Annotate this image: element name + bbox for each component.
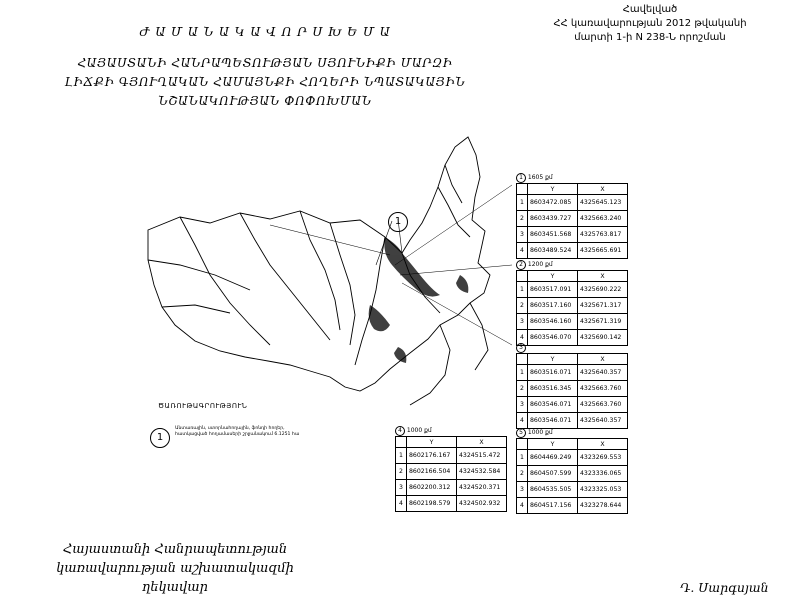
row-index: 3 [396, 480, 407, 496]
table-area: 1000 քմ [527, 429, 553, 436]
annex-line-3: մարտի 1-ի N 238-Ն որոշման [574, 32, 726, 43]
coords-table-1 [516, 173, 628, 259]
row-index: 2 [396, 464, 407, 480]
cell-x: 4325665.691 [578, 243, 628, 259]
row-index: 3 [517, 314, 528, 330]
map-outline [148, 137, 490, 391]
table-row [517, 227, 628, 243]
row-index: 2 [517, 298, 528, 314]
table-area: 1000 քմ [406, 427, 432, 434]
row-index: 2 [517, 211, 528, 227]
table-row [517, 282, 628, 298]
table-area: 1605 քմ [527, 174, 553, 181]
col-header: Y [528, 184, 578, 195]
cell-y: 8603472.085 [528, 195, 578, 211]
document-subtitle [40, 54, 490, 111]
table-row [517, 243, 628, 259]
cell-x: 4325645.123 [578, 195, 628, 211]
signatory-title [50, 540, 300, 597]
cell-y: 8602198.579 [407, 496, 457, 512]
cell-x: 4323336.065 [578, 466, 628, 482]
cell-y: 8603546.070 [528, 330, 578, 346]
table-row [396, 448, 507, 464]
map-marker: 1 [388, 212, 408, 232]
table-number: 5 [516, 428, 526, 438]
legend-text: Անտառային, ստորնահողային, ֆոնդի հողեր, հատկացված հողամասերի շրջանակում 6.1251 հա [175, 426, 300, 437]
table-number: 3 [516, 343, 526, 353]
cell-x: 4324520.371 [457, 480, 507, 496]
cell-x: 4324502.932 [457, 496, 507, 512]
cell-x: 4325763.817 [578, 227, 628, 243]
cell-x: 4324532.584 [457, 464, 507, 480]
row-index: 3 [517, 227, 528, 243]
col-header: X [578, 354, 628, 365]
cell-x: 4323278.644 [578, 498, 628, 514]
cell-y: 8604469.249 [528, 450, 578, 466]
row-index: 3 [517, 397, 528, 413]
annex-note [520, 3, 780, 45]
row-index: 1 [517, 365, 528, 381]
table-number: 1 [516, 173, 526, 183]
table-number: 2 [516, 260, 526, 270]
legend-marker: 1 [150, 428, 170, 448]
col-header: Y [528, 439, 578, 450]
table-row [517, 397, 628, 413]
col-header: Y [407, 437, 457, 448]
row-index: 4 [396, 496, 407, 512]
cell-y: 8603489.524 [528, 243, 578, 259]
cell-x: 4325640.357 [578, 365, 628, 381]
cell-x: 4325671.317 [578, 298, 628, 314]
cell-x: 4325663.760 [578, 381, 628, 397]
row-index: 4 [517, 413, 528, 429]
cell-x: 4324515.472 [457, 448, 507, 464]
signatory-line-2: կառավարության աշխատակազմի [56, 561, 294, 576]
table-row [517, 450, 628, 466]
row-index: 4 [517, 498, 528, 514]
row-index: 2 [517, 381, 528, 397]
cell-y: 8602176.167 [407, 448, 457, 464]
table-row [517, 314, 628, 330]
coords-table-3 [516, 343, 628, 429]
cell-y: 8604535.505 [528, 482, 578, 498]
subtitle-line-1: ՀԱՅԱՍՏԱՆԻ ՀԱՆՐԱՊԵՏՈՒԹՅԱՆ ՍՅՈՒՆԻՔԻ ՄԱՐԶԻ [77, 56, 453, 70]
map-area-label: ԾԱՌՈՒԹԱԳՐՈՒԹՅՈՒՆ [158, 402, 248, 410]
col-header: X [578, 184, 628, 195]
row-index: 2 [517, 466, 528, 482]
subtitle-line-2: ԼԻՃՔԻ ԳՅՈՒՂԱԿԱՆ ՀԱՄԱՅՆՔԻ ՀՈՂԵՐԻ ՆՊԱՏԱԿԱՅԻՆ [64, 75, 466, 89]
table-row [517, 365, 628, 381]
cell-y: 8604507.599 [528, 466, 578, 482]
signatory-line-1: Հայաստանի Հանրապետության [62, 542, 288, 557]
signatory-name: Դ. Սարգսյան [680, 580, 769, 595]
cell-x: 4323325.053 [578, 482, 628, 498]
coords-table-2 [516, 260, 628, 346]
row-index: 3 [517, 482, 528, 498]
row-index: 4 [517, 330, 528, 346]
table-row [396, 480, 507, 496]
cell-y: 8603546.071 [528, 413, 578, 429]
cell-x: 4325640.357 [578, 413, 628, 429]
cell-y: 8603516.345 [528, 381, 578, 397]
coords-table-5 [516, 428, 628, 514]
annex-line-1: Հավելված [622, 4, 678, 15]
signatory-line-3: ղեկավար [142, 580, 208, 595]
cell-x: 4325671.319 [578, 314, 628, 330]
table-row [517, 413, 628, 429]
annex-line-2: ՀՀ կառավարության 2012 թվականի [553, 18, 747, 29]
land-map [140, 125, 520, 425]
coords-table-4 [395, 426, 507, 512]
col-header: Y [528, 354, 578, 365]
cell-x: 4325663.760 [578, 397, 628, 413]
cell-y: 8602200.312 [407, 480, 457, 496]
col-header: X [578, 439, 628, 450]
table-area: 1200 քմ [527, 261, 553, 268]
table-row [396, 464, 507, 480]
table-row [517, 498, 628, 514]
table-row [517, 381, 628, 397]
cell-y: 8603517.091 [528, 282, 578, 298]
cell-y: 8603546.160 [528, 314, 578, 330]
col-header: Y [528, 271, 578, 282]
cell-y: 8603451.568 [528, 227, 578, 243]
table-row [517, 195, 628, 211]
row-index: 1 [517, 282, 528, 298]
cell-y: 8604517.156 [528, 498, 578, 514]
cell-y: 8603439.727 [528, 211, 578, 227]
cell-x: 4323269.553 [578, 450, 628, 466]
table-number: 4 [395, 426, 405, 436]
cell-x: 4325690.222 [578, 282, 628, 298]
col-header: X [578, 271, 628, 282]
table-row [517, 211, 628, 227]
row-index: 1 [396, 448, 407, 464]
cell-y: 8603516.071 [528, 365, 578, 381]
table-row [517, 482, 628, 498]
cell-x: 4325663.240 [578, 211, 628, 227]
dense-settlement [384, 237, 440, 297]
col-header: X [457, 437, 507, 448]
cell-y: 8602166.504 [407, 464, 457, 480]
table-row [517, 298, 628, 314]
row-index: 1 [517, 195, 528, 211]
table-row [396, 496, 507, 512]
row-index: 4 [517, 243, 528, 259]
document-title: Ժ Ա Մ Ա Ն Ա Կ Ա Վ Ո Ր Ս Խ Ե Մ Ա [139, 24, 391, 39]
row-index: 1 [517, 450, 528, 466]
cell-x: 4325690.142 [578, 330, 628, 346]
table-row [517, 466, 628, 482]
cell-y: 8603517.160 [528, 298, 578, 314]
subtitle-line-3: ՆՇԱՆԱԿՈՒԹՅԱՆ ՓՈՓՈԽՄԱՆ [158, 94, 372, 108]
cell-y: 8603546.071 [528, 397, 578, 413]
